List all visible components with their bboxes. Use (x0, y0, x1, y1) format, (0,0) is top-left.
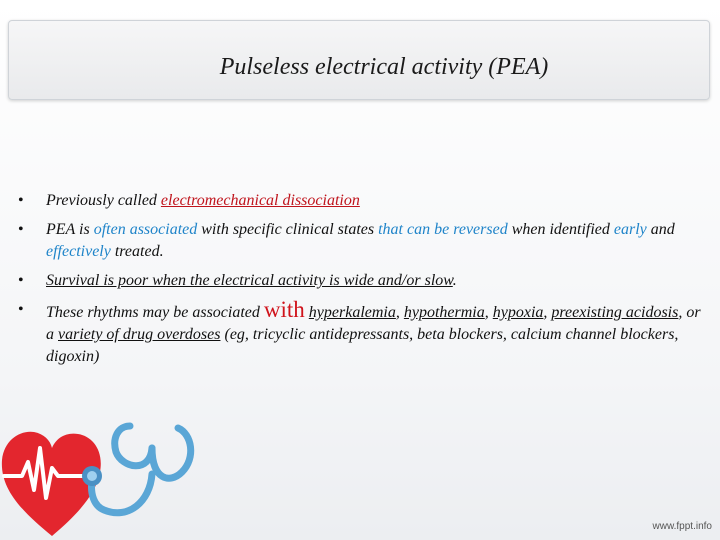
bullet-3: • Survival is poor when the electrical activity is wide and/or slow. (18, 270, 702, 292)
bullet-2: • PEA is often associated with specific clinical states that can be reversed when identified early and effectively treated. (18, 219, 702, 263)
stethoscope-icon (92, 426, 191, 513)
bullet-1: • Previously called electromechanical dissociation (18, 190, 702, 212)
bullet-marker: • (18, 221, 24, 238)
footer-url: www.fppt.info (652, 521, 712, 532)
title-box (8, 20, 710, 100)
bullet-marker: • (18, 301, 24, 318)
medical-illustration (0, 418, 210, 540)
bullet-marker: • (18, 192, 24, 209)
bullet-marker: • (18, 272, 24, 289)
bullet-list (18, 190, 702, 375)
slide-title: Pulseless electrical activity (PEA) (219, 54, 549, 80)
bullet-4: • These rhythms may be associated with hyperkalemia, hypothermia, hypoxia, preexisting acidosis, or a variety of drug overdoses (eg, tricyclic antidepressants, beta blockers, calcium channel blockers, digoxin) (18, 299, 702, 368)
